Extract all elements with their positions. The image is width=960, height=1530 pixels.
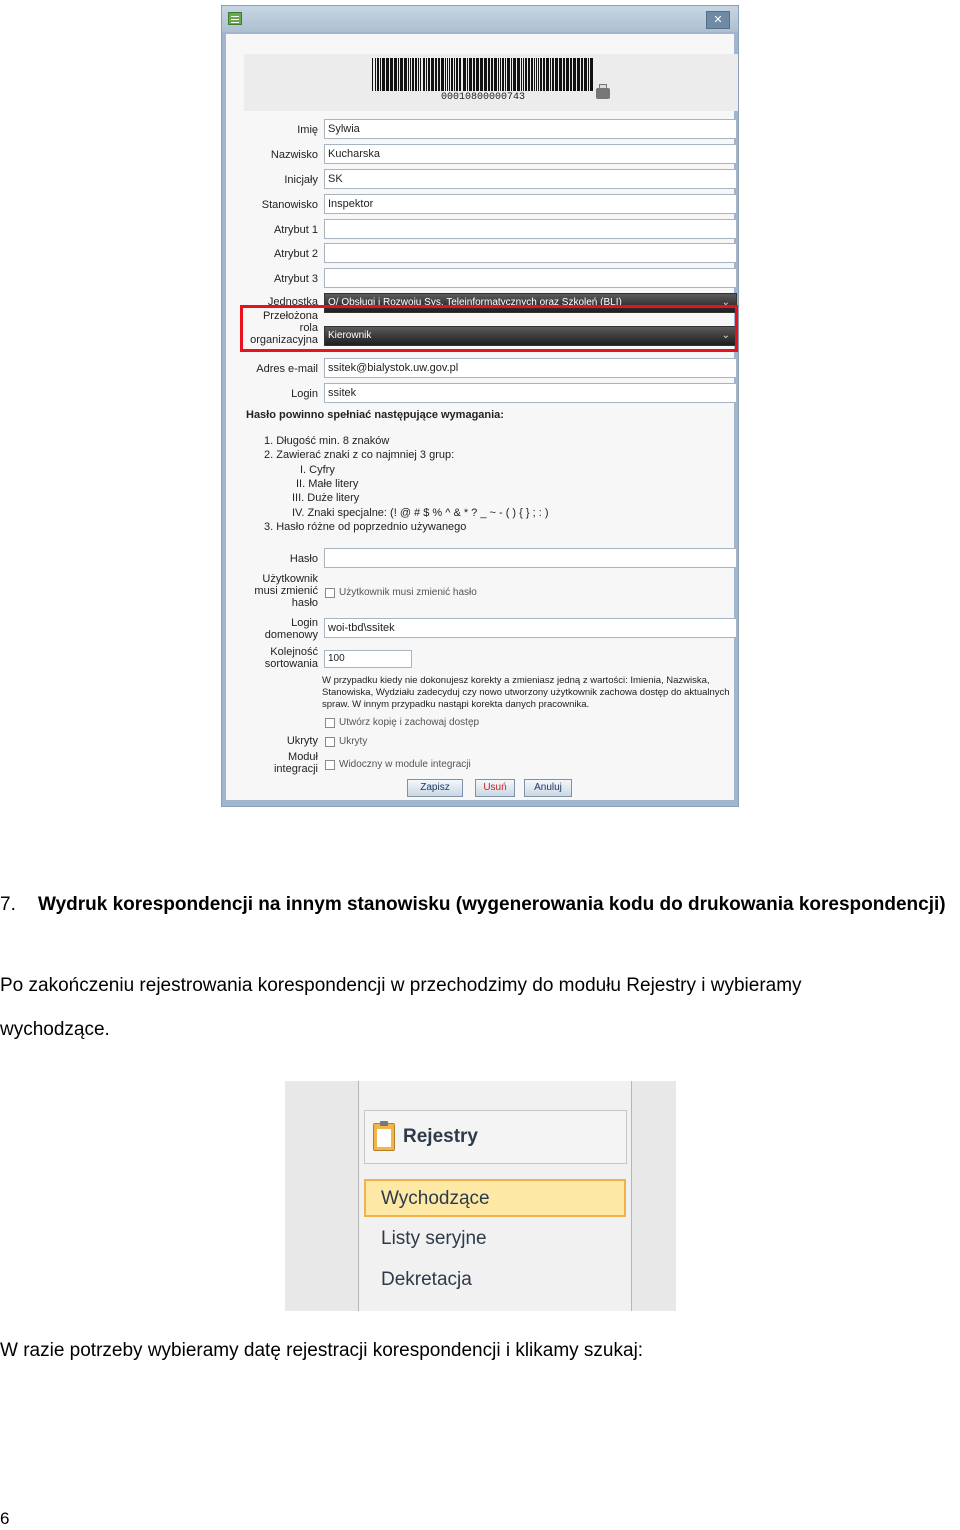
barcode-bar bbox=[410, 58, 411, 91]
barcode-bar bbox=[588, 58, 589, 91]
barcode-bar bbox=[521, 58, 522, 91]
barcode-bar bbox=[447, 58, 448, 91]
attribute-3-label: Atrybut 3 bbox=[273, 273, 318, 285]
barcode-image bbox=[372, 58, 594, 91]
login-label: Login bbox=[291, 388, 318, 400]
barcode-bar bbox=[390, 58, 393, 91]
barcode-bar bbox=[431, 58, 434, 91]
sort-order-label-line: Kolejność bbox=[270, 646, 318, 658]
barcode-bar bbox=[531, 58, 533, 91]
barcode-bar bbox=[505, 58, 506, 91]
password-rule-group: IV. Znaki specjalne: (! @ # $ % ^ & * ? _ ~ - ( ) { } ; : ) bbox=[292, 507, 549, 519]
barcode-bar bbox=[394, 58, 397, 91]
section-title: Wydruk korespondencji na innym stanowisku (wygenerowania kodu do drukowania korespondencji) bbox=[38, 894, 946, 915]
copy-access-checkbox[interactable] bbox=[325, 718, 335, 728]
integration-label-line: integracji bbox=[273, 763, 318, 775]
unit-label: Jednostka bbox=[267, 296, 318, 308]
email-label: Adres e-mail bbox=[256, 363, 318, 375]
sort-order-label-line: sortowania bbox=[264, 658, 318, 670]
section-number: 7. bbox=[0, 894, 16, 915]
barcode-bar bbox=[525, 58, 527, 91]
must-change-label-line: hasło bbox=[291, 597, 318, 609]
barcode-bar bbox=[584, 58, 587, 91]
page-number: 6 bbox=[0, 1509, 10, 1528]
barcode-bar bbox=[380, 58, 381, 91]
barcode-bar bbox=[459, 58, 461, 91]
barcode-bar bbox=[491, 58, 493, 91]
barcode-number: 00010800000743 bbox=[440, 92, 525, 103]
paragraph-line: wychodzące. bbox=[0, 1019, 110, 1040]
role-value: Kierownik bbox=[328, 330, 372, 341]
print-icon[interactable] bbox=[596, 88, 610, 99]
domain-login-field[interactable]: woi-tbd\ssitek bbox=[324, 618, 737, 638]
attribute-1-field[interactable] bbox=[324, 219, 737, 239]
barcode-bar bbox=[570, 58, 572, 91]
must-change-label-line: musi zmienić bbox=[254, 585, 318, 597]
barcode-bar bbox=[500, 58, 501, 91]
chevron-down-icon: ⌄ bbox=[721, 297, 730, 308]
barcode-bar bbox=[536, 58, 537, 91]
barcode-bar bbox=[412, 58, 414, 91]
integration-checkbox-label: Widoczny w module integracji bbox=[339, 759, 471, 770]
barcode-bar bbox=[538, 58, 539, 91]
barcode-bar bbox=[502, 58, 504, 91]
barcode-bar bbox=[426, 58, 427, 91]
must-change-checkbox[interactable] bbox=[325, 588, 335, 598]
dialog-body bbox=[226, 34, 734, 800]
barcode-bar bbox=[559, 58, 562, 91]
rejestry-menu bbox=[358, 1081, 632, 1311]
barcode-bar bbox=[566, 58, 569, 91]
menu-item-dekretacja[interactable]: Dekretacja bbox=[381, 1269, 472, 1290]
password-rule: 3. Hasło różne od poprzednio używanego bbox=[264, 521, 467, 533]
sort-order-label bbox=[226, 646, 318, 670]
initials-label: Inicjały bbox=[284, 174, 318, 186]
barcode-bar bbox=[423, 58, 425, 91]
barcode-bar bbox=[498, 58, 499, 91]
must-change-label bbox=[226, 573, 318, 609]
barcode-bar bbox=[543, 58, 545, 91]
last-name-label: Nazwisko bbox=[270, 149, 318, 161]
barcode-bar bbox=[473, 58, 475, 91]
barcode-bar bbox=[408, 58, 409, 91]
barcode-bar bbox=[438, 58, 440, 91]
barcode-bar bbox=[523, 58, 524, 91]
password-label: Hasło bbox=[289, 553, 318, 565]
barcode-bar bbox=[415, 58, 417, 91]
domain-login-label-line: domenowy bbox=[264, 629, 318, 641]
barcode-bar bbox=[441, 58, 444, 91]
form-icon bbox=[228, 12, 242, 25]
barcode-bar bbox=[372, 58, 373, 91]
user-edit-dialog bbox=[221, 5, 739, 807]
sort-order-field[interactable]: 100 bbox=[324, 650, 412, 668]
barcode-bar bbox=[555, 58, 558, 91]
barcode-bar bbox=[456, 58, 458, 91]
highlight-box bbox=[240, 305, 738, 352]
barcode-bar bbox=[451, 58, 453, 91]
menu-item-listy-seryjne[interactable]: Listy seryjne bbox=[381, 1228, 487, 1249]
position-label: Stanowisko bbox=[261, 199, 318, 211]
menu-item-wychodzace[interactable]: Wychodzące bbox=[364, 1179, 626, 1217]
password-rule-group: II. Małe litery bbox=[296, 478, 359, 490]
barcode-bar bbox=[382, 58, 385, 91]
barcode-bar bbox=[517, 58, 520, 91]
must-change-checkbox-label: Użytkownik musi zmienić hasło bbox=[339, 587, 477, 598]
barcode-bar bbox=[400, 58, 403, 91]
barcode-bar bbox=[528, 58, 530, 91]
initials-field[interactable]: SK bbox=[324, 169, 737, 189]
attribute-2-label: Atrybut 2 bbox=[273, 248, 318, 260]
barcode-bar bbox=[476, 58, 479, 91]
hidden-label: Ukryty bbox=[286, 735, 318, 747]
barcode-bar bbox=[488, 58, 490, 91]
barcode-bar bbox=[507, 58, 510, 91]
barcode-bar bbox=[404, 58, 407, 91]
clipboard-icon bbox=[373, 1123, 395, 1151]
dialog-titlebar bbox=[222, 6, 738, 32]
barcode-bar bbox=[398, 58, 399, 91]
password-rules-title: Hasło powinno spełniać następujące wymagania: bbox=[246, 409, 504, 421]
barcode-bar bbox=[445, 58, 446, 91]
rejestry-panel bbox=[285, 1081, 676, 1311]
barcode-bar bbox=[534, 58, 535, 91]
chevron-down-icon: ⌄ bbox=[721, 330, 730, 341]
barcode-bar bbox=[469, 58, 472, 91]
barcode-bar bbox=[546, 58, 549, 91]
barcode-bar bbox=[449, 58, 450, 91]
barcode-bar bbox=[540, 58, 542, 91]
rejestry-title: Rejestry bbox=[403, 1126, 478, 1147]
attribute-2-field[interactable] bbox=[324, 243, 737, 263]
rejestry-header[interactable] bbox=[364, 1110, 627, 1164]
barcode-area bbox=[244, 54, 738, 111]
barcode-bar bbox=[513, 58, 516, 91]
attribute-1-label: Atrybut 1 bbox=[273, 224, 318, 236]
barcode-bar bbox=[420, 58, 421, 91]
barcode-bar bbox=[454, 58, 455, 91]
barcode-bar bbox=[552, 58, 554, 91]
barcode-bar bbox=[435, 58, 437, 91]
paragraph-line: Po zakończeniu rejestrowania korespondencji w przechodzimy do modułu Rejestry i wybieramy bbox=[0, 975, 802, 996]
save-button[interactable]: Zapisz bbox=[407, 779, 463, 797]
delete-button[interactable]: Usuń bbox=[475, 779, 515, 797]
correction-note: W przypadku kiedy nie dokonujesz korekty a zmieniasz jedną z wartości: Imienia, Nazwiska, Stanowiska, Wydziału zadecyduj czy nowo utworzony użytkownik zachowa dostęp do aktualnych spraw. W innym przypadku nastąpi korekta danych pracownika. bbox=[322, 675, 730, 710]
barcode-bar bbox=[573, 58, 576, 91]
position-field[interactable]: Inspektor bbox=[324, 194, 737, 214]
barcode-bar bbox=[386, 58, 389, 91]
paragraph-line: W razie potrzeby wybieramy datę rejestracji korespondencji i klikamy szukaj: bbox=[0, 1340, 644, 1361]
integration-label-line: Moduł bbox=[288, 751, 318, 763]
last-name-field[interactable]: Kucharska bbox=[324, 144, 737, 164]
barcode-bar bbox=[494, 58, 497, 91]
barcode-bar bbox=[377, 58, 379, 91]
barcode-bar bbox=[428, 58, 430, 91]
role-label-line: organizacyjna bbox=[250, 334, 318, 346]
barcode-bar bbox=[375, 58, 376, 91]
password-field[interactable] bbox=[324, 548, 737, 568]
close-button[interactable]: ✕ bbox=[706, 11, 730, 29]
barcode-bar bbox=[577, 58, 580, 91]
unit-value: O/ Obsługi i Rozwoju Sys. Teleinformatycznych oraz Szkoleń (BLI) bbox=[328, 297, 622, 308]
password-rule: 2. Zawierać znaki z co najmniej 3 grup: bbox=[264, 449, 455, 461]
barcode-bar bbox=[463, 58, 466, 91]
barcode-bar bbox=[563, 58, 565, 91]
barcode-bar bbox=[511, 58, 512, 91]
login-field[interactable]: ssitek bbox=[324, 383, 737, 403]
first-name-label: Imię bbox=[297, 124, 318, 136]
role-label-line: rola bbox=[299, 322, 318, 334]
barcode-bar bbox=[550, 58, 551, 91]
barcode-bar bbox=[418, 58, 419, 91]
barcode-bar bbox=[467, 58, 468, 91]
role-label-line: Przełożona bbox=[262, 310, 318, 322]
barcode-bar bbox=[581, 58, 583, 91]
first-name-field[interactable]: Sylwia bbox=[324, 119, 737, 139]
cancel-button[interactable]: Anuluj bbox=[524, 779, 572, 797]
attribute-3-field[interactable] bbox=[324, 268, 737, 288]
integration-label bbox=[226, 751, 318, 775]
barcode-bar bbox=[590, 58, 593, 91]
domain-login-label-line: Login bbox=[291, 617, 318, 629]
copy-access-checkbox-label: Utwórz kopię i zachowaj dostęp bbox=[339, 717, 480, 728]
domain-login-label bbox=[226, 617, 318, 641]
hidden-checkbox[interactable] bbox=[325, 737, 335, 747]
barcode-bar bbox=[480, 58, 483, 91]
password-rule-group: I. Cyfry bbox=[300, 464, 335, 476]
password-rule-group: III. Duże litery bbox=[292, 492, 360, 504]
password-rule: 1. Długość min. 8 znaków bbox=[264, 435, 390, 447]
email-field[interactable]: ssitek@bialystok.uw.gov.pl bbox=[324, 358, 737, 378]
hidden-checkbox-label: Ukryty bbox=[339, 736, 368, 747]
integration-checkbox[interactable] bbox=[325, 760, 335, 770]
must-change-label-line: Użytkownik bbox=[262, 573, 318, 585]
barcode-bar bbox=[484, 58, 487, 91]
